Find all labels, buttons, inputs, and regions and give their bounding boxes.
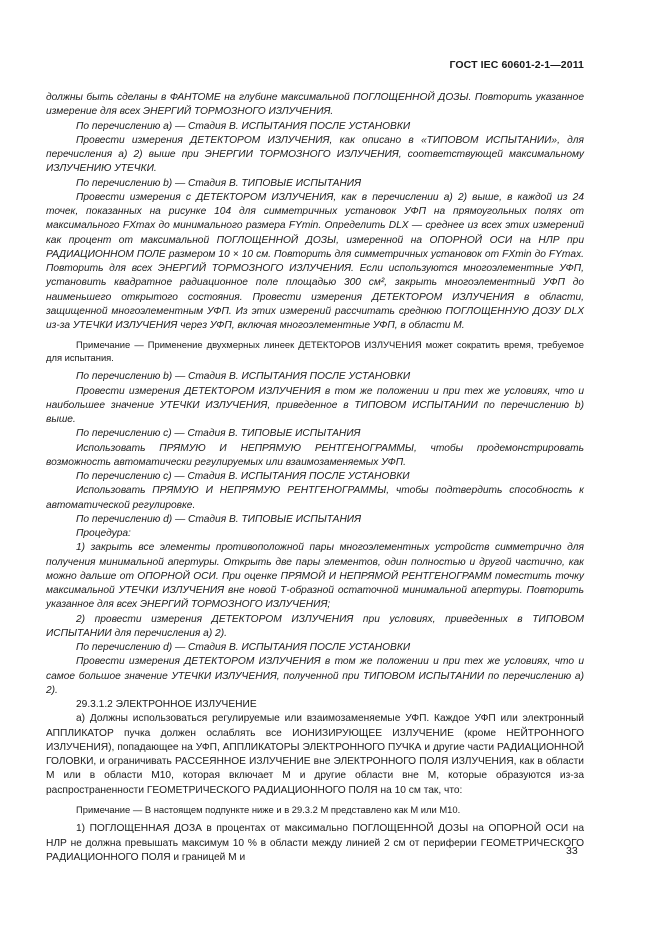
subheading: По перечислению а) — Стадия В. ИСПЫТАНИЯ ПОСЛЕ УСТАНОВКИ bbox=[76, 120, 411, 132]
note: Примечание — Применение двухмерных линеек ДЕТЕКТОРОВ ИЗЛУЧЕНИЯ может сократить время, требуемое для испытания. bbox=[46, 339, 584, 363]
paragraph: 1) ПОГЛОЩЕННАЯ ДОЗА в процентах от максимально ПОГЛОЩЕННОЙ ДОЗЫ на ОПОРНОЙ ОСИ на НЛР не должна превышать максимум 10 % в области между линией 2 см от периферии ГЕОМЕТРИЧЕСКОГО РАДИАЦИОННОГО ПОЛЯ и границей М и bbox=[46, 823, 584, 863]
paragraph: Использовать ПРЯМУЮ И НЕПРЯМУЮ РЕНТГЕНОГРАММЫ, чтобы продемонстрировать возможность автоматически регулируемых или взаимозаменяемых УФП. bbox=[46, 442, 584, 468]
subheading: По перечислению b) — Стадия В. ИСПЫТАНИЯ ПОСЛЕ УСТАНОВКИ bbox=[76, 371, 411, 383]
paragraph: 1) закрыть все элементы противоположной пары многоэлементных устройств симметрично для получения минимальной апертуры. Открыть две пары элементов, один полностью и другой частично, как можно дальше от ОПОРНОЙ ОСИ. При оценке ПРЯМОЙ И НЕПРЯМОЙ РЕНТГЕНОГРАММ поместить точку максимальной УТЕЧКИ ИЗЛУЧЕНИЯ вне новой Т-образной остаточной минимальной апертуры. Повторить указанное для всех ЭНЕРГИЙ ТОРМОЗНОГО ИЗЛУЧЕНИЯ; bbox=[46, 542, 584, 611]
document-header: ГОСТ IEC 60601-2-1—2011 bbox=[449, 59, 584, 71]
paragraph: 2) провести измерения ДЕТЕКТОРОМ ИЗЛУЧЕНИЯ при условиях, приведенных в ТИПОВОМ ИСПЫТАНИИ для перечисления а) 2). bbox=[46, 613, 584, 639]
subheading: По перечислению с) — Стадия В. ИСПЫТАНИЯ ПОСЛЕ УСТАНОВКИ bbox=[76, 471, 410, 482]
paragraph: Использовать ПРЯМУЮ И НЕПРЯМУЮ РЕНТГЕНОГРАММЫ, чтобы подтвердить способность к автоматической регулировке. bbox=[46, 485, 584, 511]
paragraph: Провести измерения с ДЕТЕКТОРОМ ИЗЛУЧЕНИЯ, как в перечислении а) 2) выше, в каждой из 24 точек, показанных на рисунке 104 для симметричных установок УФП на прямоугольных полях от максимального FXmax до минимального размера FYmin. Определить DLX — среднее из всех этих измерений как процент от максимальной ПОГЛОЩЕННОЙ ДОЗЫ, измеренной на ОПОРНОЙ ОСИ на НЛР при РАДИАЦИОННОМ ПОЛЕ размером 10 × 10 см. Повторить для симметричных установок от FXmin до FYmax. Повторить для всех ЭНЕРГИЙ ТОРМОЗНОГО ИЗЛУЧЕНИЯ. Если используются многоэлементные УФП, установить квадратное радиационное поле площадью 300 см², закрыть многоэлементный УФП до наименьшего открытого состояния. Провести измерения ДЕТЕКТОРОМ ИЗЛУЧЕНИЯ в области, защищенной многоэлементным УФП. Из этих измерений рассчитать среднюю ПОГЛОЩЕННУЮ ДОЗУ DLX из-за УТЕЧКИ ИЗЛУЧЕНИЯ через УФП, включая многоэлементные УФП, в области М. bbox=[46, 191, 584, 331]
note: Примечание — В настоящем подпункте ниже и в 29.3.2 М представлено как М или М10. bbox=[76, 803, 461, 815]
section-heading: 29.3.1.2 ЭЛЕКТРОННОЕ ИЗЛУЧЕНИЕ bbox=[76, 699, 257, 710]
paragraph: Провести измерения ДЕТЕКТОРОМ ИЗЛУЧЕНИЯ в том же положении и при тех же условиях, что и наибольшее значение УТЕЧКИ ИЗЛУЧЕНИЯ, приведенное в ТИПОВОМ ИСПЫТАНИИ по перечислению b) выше. bbox=[46, 385, 584, 425]
page-number: 33 bbox=[566, 845, 578, 857]
paragraph: должны быть сделаны в ФАНТОМЕ на глубине максимальной ПОГЛОЩЕННОЙ ДОЗЫ. Повторить указанное измерение для всех ЭНЕРГИЙ ТОРМОЗНОГО ИЗЛУЧЕНИЯ. bbox=[46, 92, 584, 118]
paragraph: Провести измерения ДЕТЕКТОРОМ ИЗЛУЧЕНИЯ в том же положении и при тех же условиях, что и самое большое значение УТЕЧКИ ИЗЛУЧЕНИЯ, полученной при ТИПОВОМ ИСПЫТАНИИ по перечислению а) 2). bbox=[46, 656, 584, 696]
paragraph: Процедура: bbox=[76, 528, 131, 539]
subheading: По перечислению d) — Стадия В. ИСПЫТАНИЯ ПОСЛЕ УСТАНОВКИ bbox=[76, 642, 411, 653]
subheading: По перечислению b) — Стадия В. ТИПОВЫЕ ИСПЫТАНИЯ bbox=[76, 177, 362, 189]
subheading: По перечислению с) — Стадия В. ТИПОВЫЕ ИСПЫТАНИЯ bbox=[76, 428, 361, 440]
document-body bbox=[46, 91, 584, 865]
subheading: По перечислению d) — Стадия В. ТИПОВЫЕ ИСПЫТАНИЯ bbox=[76, 513, 362, 525]
paragraph: Провести измерения ДЕТЕКТОРОМ ИЗЛУЧЕНИЯ, как описано в «ТИПОВОМ ИСПЫТАНИИ», для перечисления а) 2) выше при ЭНЕРГИИ ТОРМОЗНОГО ИЗЛУЧЕНИЯ, соответствующей максимальному ИЗЛУЧЕНИЮ УТЕЧКИ. bbox=[46, 134, 584, 175]
paragraph: а) Должны использоваться регулируемые или взаимозаменяемые УФП. Каждое УФП или электронный АППЛИКАТОР пучка должен ослаблять все ИОНИЗИРУЮЩЕЕ ИЗЛУЧЕНИЕ (кроме НЕЙТРОННОГО ИЗЛУЧЕНИЯ), попадающее на УФП, АППЛИКАТОРЫ ЭЛЕКТРОННОГО ПУЧКА и другие части РАДИАЦИОННОЙ ГОЛОВКИ, и ограничивать РАССЕЯННОЕ ИЗЛУЧЕНИЕ вне ЭЛЕКТРОННОГО ПОЛЯ ИЗЛУЧЕНИЯ, как в области М или в области М10, которая включает М и другие области вне М, которые образуются из-за распространенности ГЕОМЕТРИЧЕСКОГО РАДИАЦИОННОГО ПОЛЯ на 10 см так, что: bbox=[46, 713, 584, 796]
